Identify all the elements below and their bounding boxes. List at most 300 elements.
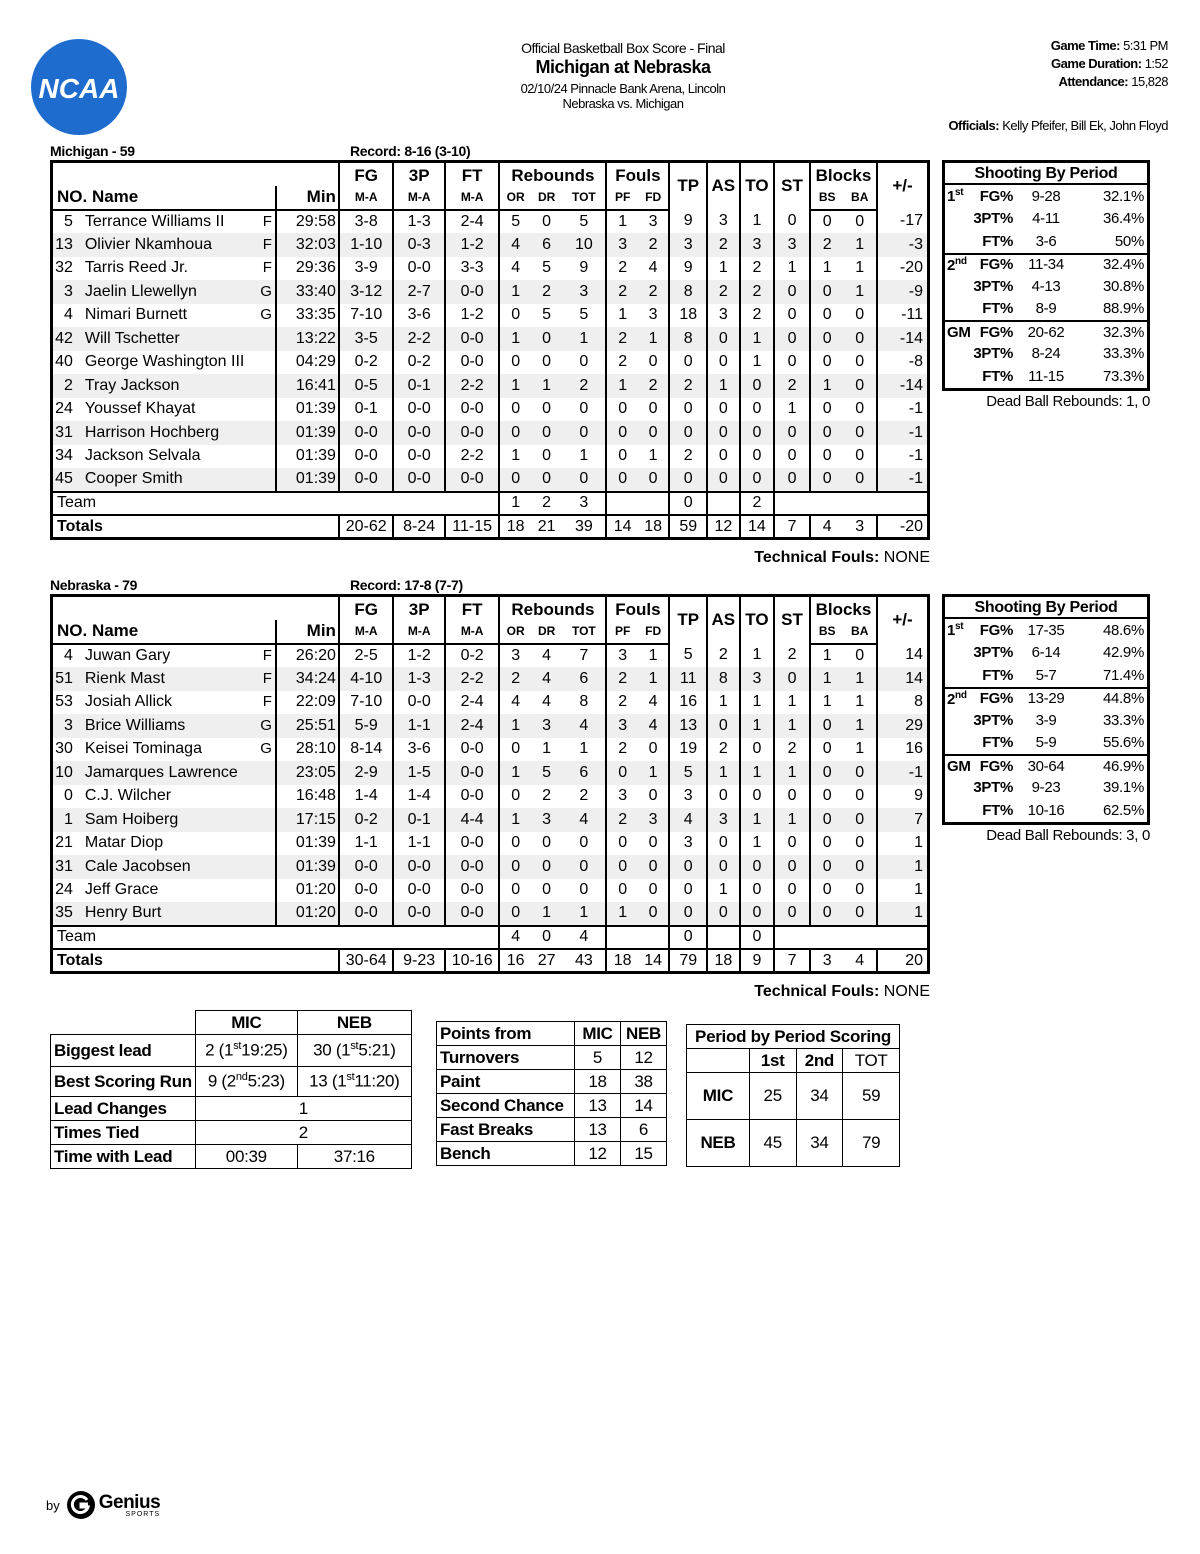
player-name: Jackson Selvala (84, 447, 201, 465)
stat-fd: 0 (638, 855, 669, 879)
player-name: Tarris Reed Jr. (84, 259, 188, 277)
stat-st: 0 (774, 855, 810, 879)
stat-pf: 0 (606, 445, 637, 469)
col-made-attempted: M-A (445, 186, 500, 210)
stat-ba: 0 (855, 353, 865, 371)
stat-tot: 6 (562, 761, 606, 785)
stat-pm: -1 (877, 468, 929, 492)
period-number: 2 (947, 690, 956, 708)
stat-dr: 0 (531, 327, 562, 351)
stat-tot: 0 (562, 468, 606, 492)
player-row (52, 421, 929, 445)
shooting-made-attempted: 17-35 (1027, 621, 1065, 639)
stat-tot: 0 (562, 421, 606, 445)
player-position: F (262, 669, 272, 687)
stat-fg: 0-0 (339, 879, 394, 903)
stat-as: 1 (707, 879, 740, 903)
stat-pf: 2 (606, 691, 637, 715)
stat-tp3: 0-0 (393, 398, 444, 422)
stat-as: 0 (707, 398, 740, 422)
player-name: Cooper Smith (84, 470, 183, 488)
total-st: 7 (774, 515, 810, 539)
team-record: Record: 8-16 (3-10) (350, 143, 471, 159)
player-row (52, 855, 929, 879)
stat-or: 0 (499, 855, 530, 879)
stat-tp: 0 (669, 855, 707, 879)
points-mic: 13 (575, 1118, 621, 1142)
stat-fd: 3 (638, 808, 669, 832)
genius-sports-logo (46, 1490, 160, 1520)
stat-to: 0 (740, 468, 775, 492)
cell: 2 (195, 1121, 411, 1145)
col-no-name: NO. Name (52, 620, 276, 644)
stat-fd: 0 (648, 353, 658, 371)
time-with-lead-row (51, 1145, 412, 1169)
col-fd: FD (638, 620, 669, 644)
stat-ft: 4-4 (445, 808, 500, 832)
shooting-row (945, 185, 1147, 208)
stat-st: 2 (774, 738, 810, 762)
player-position: G (260, 282, 272, 300)
player-name-cell (81, 902, 276, 926)
team-label: Team (52, 926, 500, 950)
stat-fd: 1 (638, 667, 669, 691)
stat-st: 1 (774, 257, 810, 281)
col-fd: FD (638, 186, 669, 210)
stat-fg: 0-2 (339, 351, 394, 375)
player-row (52, 738, 929, 762)
stat-fd: 2 (638, 374, 669, 398)
ncaa-logo (30, 38, 128, 136)
stat-st: 0 (774, 210, 810, 234)
stat-as: 0 (707, 445, 740, 469)
points-neb: 12 (621, 1046, 667, 1070)
shooting-row (945, 208, 1147, 231)
stat-bs: 0 (810, 445, 844, 469)
team-to: 0 (740, 926, 775, 950)
stat-or: 3 (499, 644, 530, 668)
stat-as: 0 (707, 855, 740, 879)
total-fd: 18 (638, 515, 669, 539)
stat-dr: 0 (542, 212, 552, 230)
col-ba: BA (843, 186, 877, 210)
stat-to: 2 (740, 304, 775, 328)
period-total-score: 59 (843, 1073, 900, 1120)
points-from-label: Paint (437, 1070, 575, 1094)
stat-st: 0 (774, 468, 810, 492)
stat-dr: 0 (531, 421, 562, 445)
player-number: 24 (55, 400, 73, 418)
dead-ball-rebounds: Dead Ball Rebounds: 1, 0 (986, 393, 1150, 410)
stat-tp: 2 (669, 445, 707, 469)
col-rebounds: Rebounds (499, 596, 606, 620)
stat-or: 1 (499, 374, 530, 398)
col-made-attempted: M-A (445, 620, 500, 644)
player-name: Will Tschetter (84, 329, 180, 347)
stat-as: 1 (707, 257, 740, 281)
stat-tp3: 0-0 (393, 257, 444, 281)
stat-ft: 2-4 (445, 714, 500, 738)
stat-bs: 0 (810, 210, 844, 234)
stat-ft: 1-2 (445, 304, 500, 328)
stat-dr: 4 (542, 646, 552, 664)
col-to: TO (740, 162, 775, 210)
stat-pf: 1 (606, 374, 637, 398)
stat-pm: -11 (877, 304, 929, 328)
shooting-stat: 3PT% (973, 277, 1013, 295)
stat-fd: 1 (638, 761, 669, 785)
period-suffix: st (955, 187, 964, 199)
stat-as: 1 (707, 691, 740, 715)
player-number: 53 (55, 693, 73, 711)
stat-pm: 1 (877, 832, 929, 856)
stat-ft: 0-0 (445, 280, 500, 304)
footer-brand-sub: SPORTS (125, 1511, 161, 1518)
stat-pm: -1 (877, 761, 929, 785)
points-neb: 6 (621, 1118, 667, 1142)
stat-fd: 0 (648, 787, 658, 805)
stat-bs: 2 (810, 233, 844, 257)
shooting-row (945, 275, 1147, 298)
stat-fd: 0 (648, 834, 658, 852)
total-bs: 4 (810, 515, 844, 539)
totals-label: Totals (52, 949, 339, 973)
stat-pf: 0 (606, 855, 637, 879)
total-ba: 3 (843, 515, 877, 539)
stat-ft: 0-0 (445, 855, 500, 879)
cell: 30 (1st5:21) (297, 1035, 411, 1067)
stat-pf: 3 (606, 233, 637, 257)
stat-ft: 2-2 (445, 445, 500, 469)
stat-to: 1 (740, 761, 775, 785)
stat-tp3: 1-3 (393, 667, 444, 691)
stat-bs: 0 (810, 280, 844, 304)
best-run-row (51, 1067, 412, 1097)
col-neb: NEB (621, 1022, 667, 1046)
shooting-title: Shooting By Period (945, 597, 1147, 619)
shooting-row (945, 253, 1147, 276)
empty-cell (606, 492, 669, 516)
stat-or: 4 (499, 257, 530, 281)
stat-fg: 0-0 (339, 421, 394, 445)
player-name: Matar Diop (84, 834, 164, 852)
stat-pm: -20 (877, 257, 929, 281)
player-name-cell (81, 667, 276, 691)
stat-pf: 3 (606, 644, 637, 668)
stat-as: 0 (707, 351, 740, 375)
stat-st: 0 (774, 280, 810, 304)
player-row (52, 257, 929, 281)
player-name-cell (81, 468, 276, 492)
totals-label: Totals (52, 515, 339, 539)
stat-tp3: 3-6 (393, 304, 444, 328)
row-label: Lead Changes (51, 1097, 196, 1121)
stat-dr: 3 (531, 714, 562, 738)
player-name-cell (81, 421, 276, 445)
stat-fg: 0-0 (339, 902, 394, 926)
empty-cell (774, 926, 928, 950)
period-1st-score: 25 (749, 1073, 796, 1120)
shooting-percent: 32.4% (1102, 256, 1144, 274)
header-row-1 (52, 596, 929, 620)
player-row (52, 808, 929, 832)
stat-pf: 2 (606, 327, 637, 351)
stat-tp: 0 (669, 468, 707, 492)
shooting-percent: 50% (1114, 232, 1144, 250)
stat-ba: 0 (843, 421, 877, 445)
total-tp3: 9-23 (393, 949, 444, 973)
stat-fg: 0-1 (339, 398, 394, 422)
player-row (52, 832, 929, 856)
stat-st: 0 (774, 832, 810, 856)
shooting-made-attempted: 6-14 (1031, 644, 1061, 662)
period-team: NEB (687, 1120, 750, 1167)
player-name-cell (81, 714, 276, 738)
shooting-made-attempted: 11-15 (1028, 367, 1064, 385)
player-name-cell (81, 304, 276, 328)
totals-row (52, 515, 929, 539)
stat-or: 0 (499, 421, 530, 445)
stat-tot: 1 (562, 327, 606, 351)
team-dr: 0 (531, 926, 562, 950)
team-tp: 0 (669, 492, 707, 516)
shooting-stat: FT% (982, 734, 1013, 752)
stat-bs: 1 (810, 667, 844, 691)
period-team: MIC (687, 1073, 750, 1120)
player-minutes: 23:05 (276, 761, 339, 785)
stat-st: 1 (774, 808, 810, 832)
player-name-cell (81, 785, 276, 809)
col-made-attempted: M-A (339, 620, 394, 644)
stat-bs: 0 (810, 761, 844, 785)
col-made-attempted: M-A (339, 186, 394, 210)
player-row (52, 902, 929, 926)
player-row (52, 351, 929, 375)
shooting-row (945, 642, 1147, 665)
player-number: 40 (55, 353, 73, 371)
player-position: F (262, 646, 272, 664)
stat-ba: 0 (855, 646, 865, 664)
col-min: Min (276, 186, 339, 210)
col-3p: 3P (393, 596, 444, 620)
stat-st: 0 (774, 421, 810, 445)
player-name-cell (81, 738, 276, 762)
stat-ft: 0-0 (445, 738, 500, 762)
player-name-cell (81, 808, 276, 832)
player-name-cell (81, 879, 276, 903)
stat-tp: 3 (669, 785, 707, 809)
subtitle: Nebraska vs. Michigan (562, 96, 684, 111)
player-number: 31 (52, 855, 81, 879)
cell: 1 (195, 1097, 411, 1121)
officials-label: Officials: (948, 118, 1000, 133)
player-row (52, 374, 929, 398)
player-name-cell (81, 445, 276, 469)
col-mic: MIC (575, 1022, 621, 1046)
stat-ba: 0 (855, 834, 865, 852)
stat-pf: 1 (606, 902, 637, 926)
shooting-made-attempted: 5-9 (1035, 734, 1057, 752)
stat-tot: 4 (562, 808, 606, 832)
stat-or: 1 (499, 280, 530, 304)
game-info (1051, 37, 1168, 91)
stat-tot: 0 (579, 353, 589, 371)
stat-to: 0 (740, 902, 775, 926)
stat-as: 3 (707, 210, 740, 234)
stat-as: 1 (707, 761, 740, 785)
stat-tp3: 0-0 (393, 855, 444, 879)
total-pf: 14 (606, 515, 637, 539)
period-1st-score: 45 (749, 1120, 796, 1167)
player-name: George Washington III (84, 353, 245, 371)
player-name: Tray Jackson (84, 376, 180, 394)
stat-or: 0 (499, 738, 530, 762)
stat-tp3: 0-3 (393, 233, 444, 257)
stat-or: 0 (499, 879, 530, 903)
stat-dr: 5 (531, 761, 562, 785)
stat-to: 0 (740, 398, 775, 422)
shooting-made-attempted: 4-11 (1032, 210, 1060, 228)
team-label: Team (52, 492, 500, 516)
stat-pm: -14 (877, 374, 929, 398)
stat-dr: 1 (542, 740, 552, 758)
col-or: OR (499, 186, 530, 210)
stat-to: 0 (740, 374, 775, 398)
stat-fg: 0-0 (339, 468, 394, 492)
blank-header (52, 162, 339, 186)
shooting-row (945, 687, 1147, 710)
total-or: 16 (499, 949, 530, 973)
col-pf: PF (606, 620, 637, 644)
period-number: 1 (947, 188, 956, 206)
dead-ball-rebounds: Dead Ball Rebounds: 3, 0 (986, 827, 1150, 844)
stat-pf: 0 (606, 421, 637, 445)
total-pf: 18 (606, 949, 637, 973)
stat-tot: 6 (562, 667, 606, 691)
shooting-stat: FT% (982, 367, 1013, 385)
col-fg: FG (339, 596, 394, 620)
player-row (52, 398, 929, 422)
blank-header (52, 596, 339, 620)
col-st: ST (774, 162, 810, 210)
stat-ft: 0-0 (445, 468, 500, 492)
player-minutes: 26:20 (276, 644, 339, 668)
game-flow-table (50, 1010, 412, 1169)
player-name: Brice Williams (84, 716, 186, 734)
team-dr: 2 (531, 492, 562, 516)
col-min: Min (276, 620, 339, 644)
stat-fd: 2 (638, 233, 669, 257)
shooting-stat: 3PT% (973, 345, 1013, 363)
shooting-by-period (942, 160, 1150, 391)
shooting-percent: 30.8% (1102, 277, 1144, 295)
player-number: 0 (63, 787, 73, 805)
stat-st: 0 (774, 879, 810, 903)
shooting-made-attempted: 8-9 (1035, 300, 1057, 318)
stat-ba: 1 (843, 714, 877, 738)
stat-to: 1 (740, 327, 775, 351)
empty-cell (687, 1049, 750, 1073)
player-name: Cale Jacobsen (84, 857, 191, 875)
stat-to: 1 (740, 210, 775, 234)
team-row (52, 926, 929, 950)
shooting-percent: 55.6% (1102, 734, 1144, 752)
stat-tp3: 1-5 (393, 761, 444, 785)
stat-bs: 0 (810, 832, 844, 856)
col-as: AS (707, 596, 740, 644)
shooting-period (945, 256, 972, 274)
player-name: Jamarques Lawrence (84, 763, 238, 781)
player-number: 1 (52, 808, 81, 832)
player-row (52, 691, 929, 715)
player-row (52, 468, 929, 492)
player-number: 13 (52, 233, 81, 257)
player-row (52, 233, 929, 257)
stat-dr: 1 (531, 374, 562, 398)
stat-tp: 0 (669, 398, 707, 422)
stat-st: 2 (774, 644, 810, 668)
player-position: F (262, 693, 272, 711)
stat-fd: 4 (648, 259, 658, 277)
team-tot: 4 (562, 926, 606, 950)
stat-ft: 0-0 (445, 832, 500, 856)
stat-bs: 1 (810, 257, 844, 281)
matchup-title: Michigan at Nebraska (535, 57, 711, 77)
stat-st: 0 (774, 351, 810, 375)
player-row (52, 761, 929, 785)
stat-pf: 1 (606, 304, 637, 328)
stat-fd: 0 (638, 421, 669, 445)
stat-ba: 1 (855, 740, 865, 758)
player-minutes: 01:20 (276, 902, 339, 926)
cell: 9 (2nd5:23) (195, 1067, 297, 1097)
team-header (50, 577, 930, 595)
col-fouls: Fouls (606, 162, 669, 186)
col-plus-minus: +/- (877, 596, 929, 644)
total-dr: 21 (531, 515, 562, 539)
shooting-period (945, 621, 972, 639)
col-fg: FG (339, 162, 394, 186)
stat-bs: 0 (810, 738, 844, 762)
stat-dr: 5 (542, 306, 552, 324)
player-number: 31 (52, 421, 81, 445)
stat-as: 2 (707, 644, 740, 668)
stat-bs: 0 (810, 421, 844, 445)
player-number: 3 (52, 714, 81, 738)
shooting-stat: 3PT% (973, 779, 1013, 797)
stat-or: 2 (499, 667, 530, 691)
stat-ba: 0 (855, 306, 865, 324)
stat-pm: 14 (877, 644, 929, 668)
shooting-made-attempted: 9-28 (1031, 187, 1061, 205)
player-number: 45 (52, 468, 81, 492)
stat-to: 1 (740, 644, 775, 668)
stat-tp: 3 (669, 832, 707, 856)
shooting-title: Shooting By Period (945, 163, 1147, 185)
stat-tp3: 1-2 (393, 644, 444, 668)
stat-dr: 0 (531, 855, 562, 879)
stat-as: 0 (707, 421, 740, 445)
player-minutes: 22:09 (276, 691, 339, 715)
points-from-label: Bench (437, 1142, 575, 1166)
stat-st: 0 (774, 304, 810, 328)
stat-tp: 18 (669, 304, 707, 328)
stat-st: 0 (774, 445, 810, 469)
stat-ft: 0-0 (445, 421, 500, 445)
shooting-row (945, 732, 1147, 755)
stat-ft: 2-4 (445, 691, 500, 715)
total-ba: 4 (843, 949, 877, 973)
